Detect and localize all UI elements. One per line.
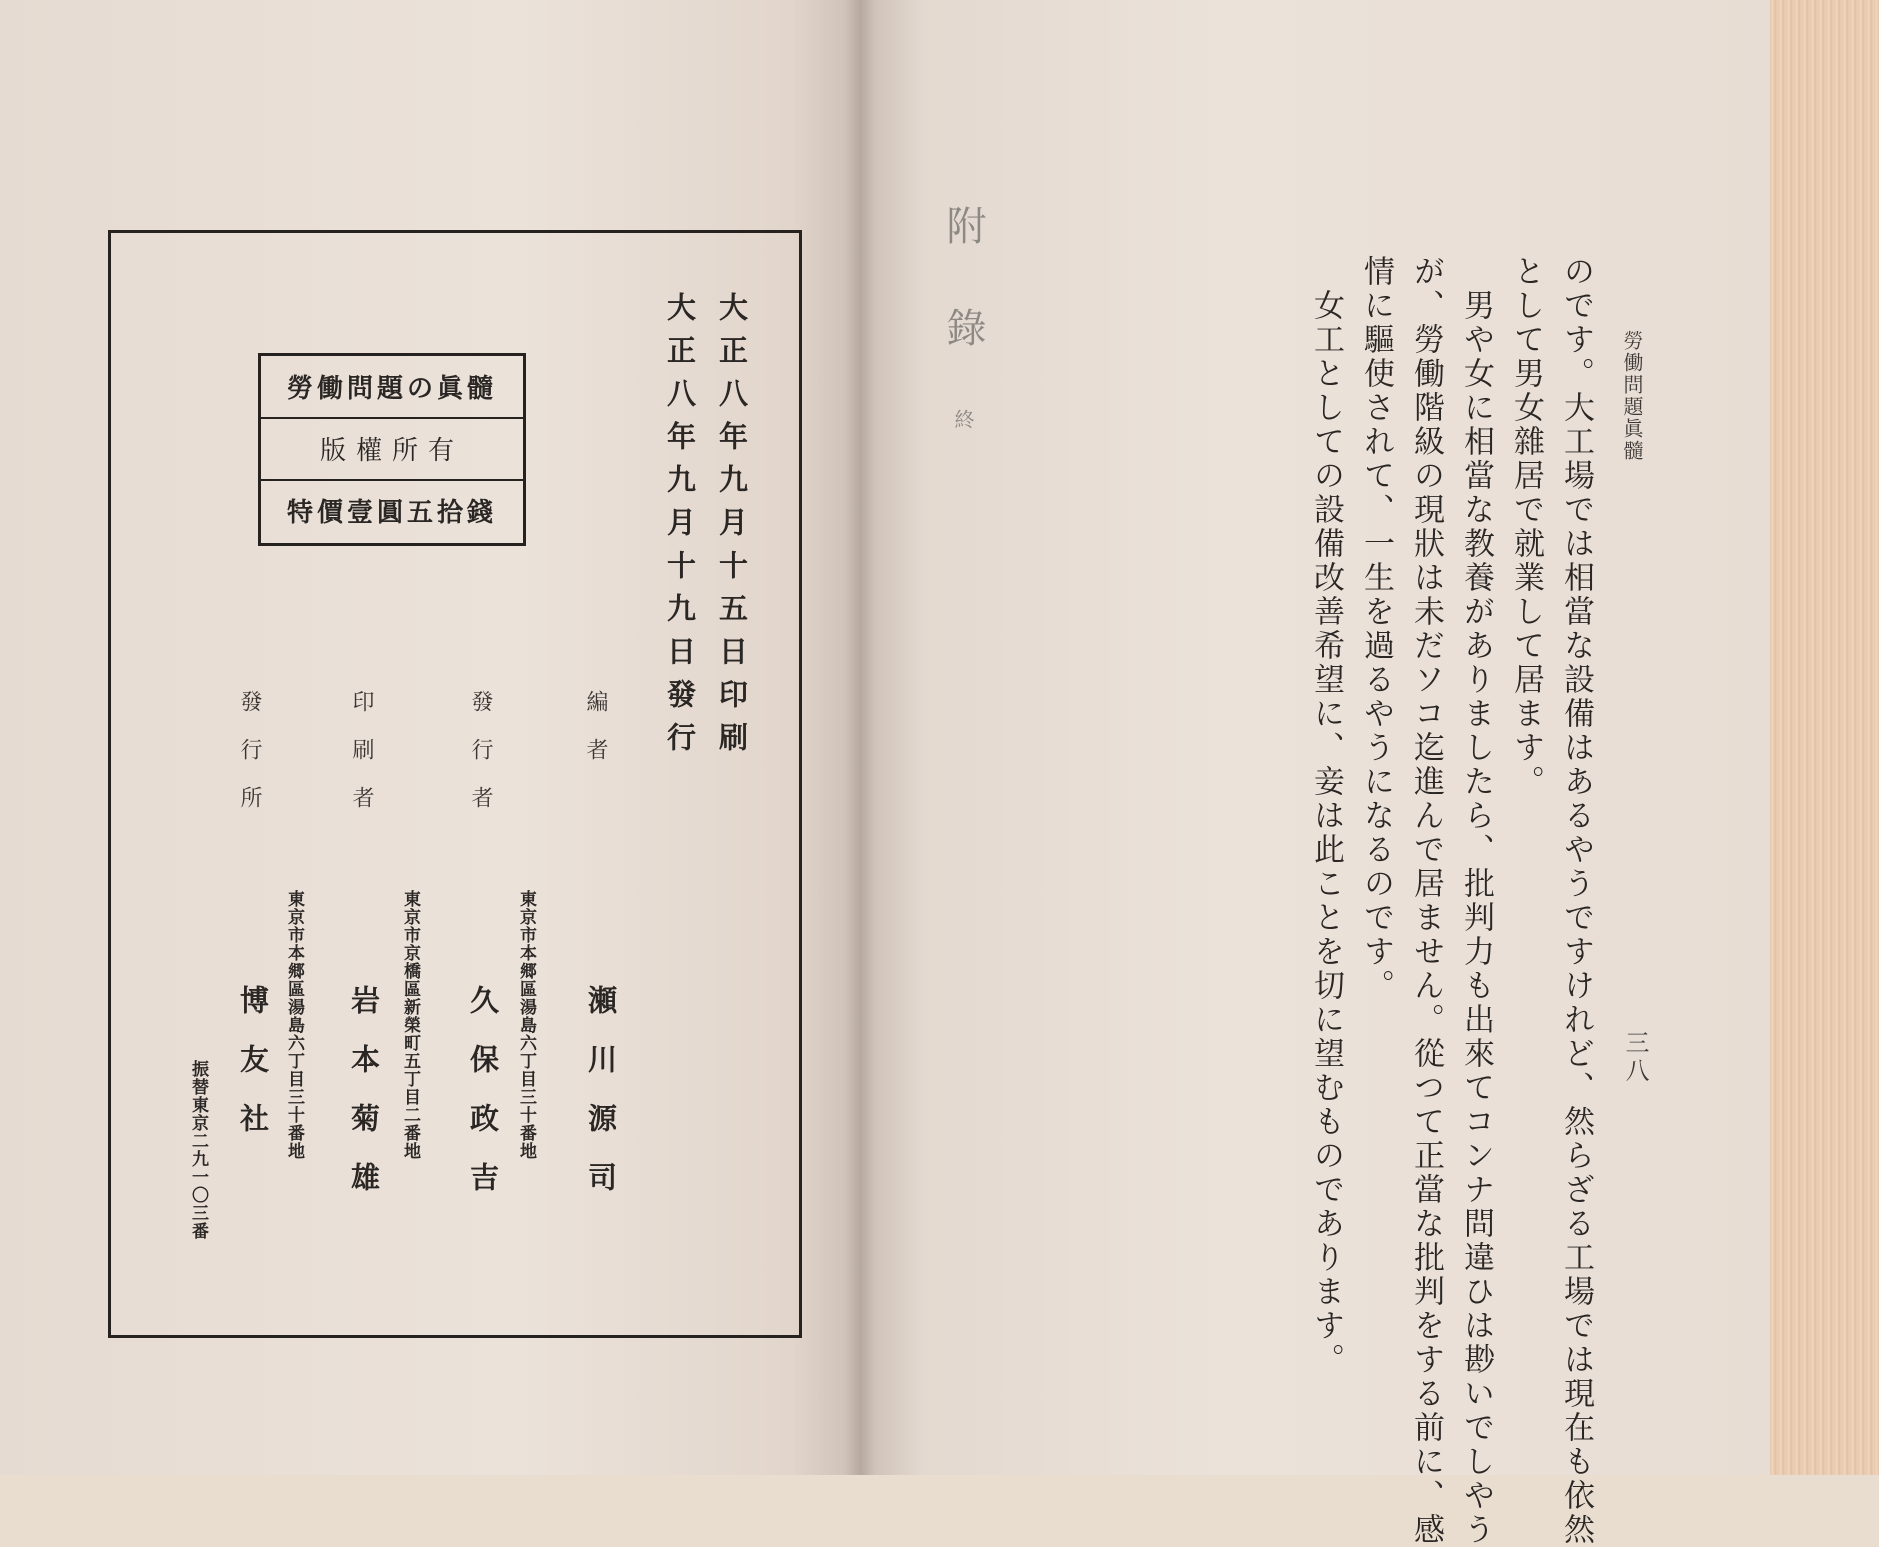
body-line-6: 女工としての設備改善希望に、妾は此ことを切に望むものであります。 (1308, 255, 1344, 1377)
printer-name: 岩本菊雄 (347, 985, 381, 1221)
publisher-name: 久保政吉 (466, 985, 500, 1221)
appendix-heading-text: 附錄 (940, 205, 986, 409)
body-line-3: 男や女に相當な教養がありましたら、批判力も出來てコンナ問違ひは尠いでしやう (1458, 255, 1494, 1547)
copyright-notice: 版權所有 (261, 418, 523, 481)
editor-name: 瀬川源司 (584, 985, 618, 1221)
publishing-house-name: 博友社 (236, 985, 270, 1162)
publisher-role: 發行者 (468, 690, 493, 834)
published-date: 大正八年九月十九日發行 (663, 292, 697, 765)
printed-date: 大正八年九月十五日印刷 (715, 292, 749, 765)
page-edges (1770, 0, 1879, 1475)
body-line-4: が、勞働階級の現狀は未だソコ迄進んで居ません。從つて正當な批判をする前に、感 (1408, 255, 1444, 1547)
running-head: 勞働問題眞髓 (1620, 330, 1644, 462)
publishing-house-role: 發行所 (237, 690, 262, 834)
body-line-2: として男女雜居で就業して居ます。 (1508, 255, 1544, 799)
appendix-heading (935, 205, 992, 429)
publishing-house-address: 東京市本郷區湯島六丁目三十番地 (284, 890, 304, 1160)
postal-transfer-number: 振替東京二九一〇三番 (188, 1060, 208, 1240)
printer-role: 印刷者 (349, 690, 374, 834)
page-number: 三八 (1621, 1030, 1649, 1086)
printer-address: 東京市京橋區新榮町五丁目二番地 (400, 890, 420, 1160)
appendix-small: 終 (951, 409, 975, 429)
book-title: 勞働問題の眞髓 (261, 356, 523, 419)
title-box (258, 353, 526, 546)
book-gutter (845, 0, 875, 1475)
editor-role: 編者 (583, 690, 608, 786)
body-line-5: 情に驅使されて、一生を過るやうになるのです。 (1358, 255, 1394, 1003)
body-line-1: のです。大工場では相當な設備はあるやうですけれど、然らざる工場では現在も依然 (1558, 255, 1594, 1547)
editor-address: 東京市本郷區湯島六丁目三十番地 (516, 890, 536, 1160)
special-price: 特價壹圓五拾錢 (286, 498, 497, 528)
